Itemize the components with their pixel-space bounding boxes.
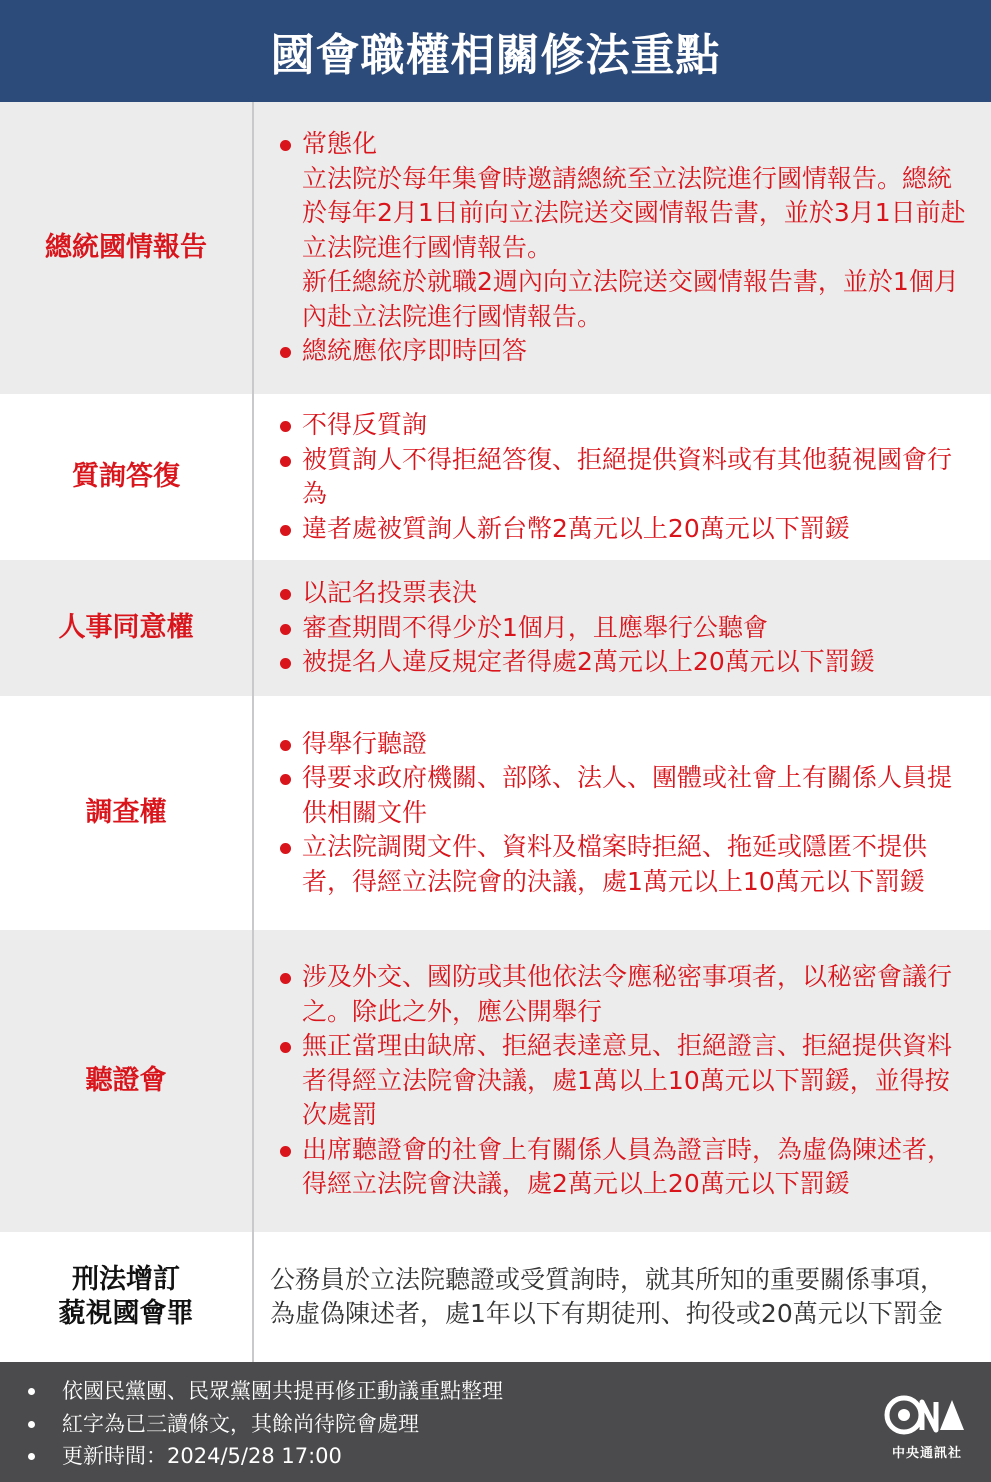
section-label: 調查權	[0, 696, 254, 930]
item-heading: 常態化	[302, 129, 378, 159]
section-label: 人事同意權	[0, 560, 254, 696]
section-text: 公務員於立法院聽證或受質詢時，就其所知的重要關係事項，為虛偽陳述者，處1年以下有期徒刑、拘役或20萬元以下罰金	[270, 1264, 946, 1328]
footer	[0, 1362, 991, 1482]
section-content	[254, 560, 991, 696]
list-item: 被質詢人不得拒絕答復、拒絕提供資料或有其他藐視國會行為	[278, 443, 967, 512]
cna-logo-icon	[884, 1390, 970, 1440]
section-label: 聽證會	[0, 930, 254, 1232]
footer-note: 紅字為已三讀條文，其餘尚待院會處理	[0, 1408, 991, 1441]
list-item: 總統應依序即時回答	[278, 334, 967, 369]
logo-text: 中央通訊社	[891, 1446, 962, 1461]
section-label-line: 刑法增訂	[72, 1264, 180, 1295]
footer-note: 更新時間：2024/5/28 17:00	[0, 1440, 991, 1473]
section-content	[254, 1232, 991, 1362]
section-label	[0, 1232, 254, 1362]
section-label: 總統國情報告	[0, 102, 254, 394]
page-title: 國會職權相關修法重點	[0, 0, 991, 102]
section-content	[254, 930, 991, 1232]
section-label: 質詢答復	[0, 394, 254, 560]
list-item: 不得反質詢	[278, 408, 967, 443]
list-item: 無正當理由缺席、拒絕表達意見、拒絕證言、拒絕提供資料者得經立法院會決議，處1萬以上10萬元以下罰鍰，並得按次處罰	[278, 1029, 967, 1133]
section-president-report	[0, 102, 991, 394]
section-criminal-law	[0, 1232, 991, 1362]
cna-logo	[881, 1390, 973, 1470]
section-content	[254, 102, 991, 394]
footer-note: 依國民黨團、民眾黨團共提再修正動議重點整理	[0, 1375, 991, 1408]
list-item: 違者處被質詢人新台幣2萬元以上20萬元以下罰鍰	[278, 512, 967, 547]
item-detail: 立法院於每年集會時邀請總統至立法院進行國情報告。總統於每年2月1日前向立法院送交國情報告書，並於3月1日前赴立法院進行國情報告。	[302, 163, 966, 262]
list-item: 以記名投票表決	[278, 576, 967, 611]
section-investigation	[0, 696, 991, 930]
list-item	[278, 127, 967, 334]
list-item: 得舉行聽證	[278, 727, 967, 762]
section-hearing	[0, 930, 991, 1232]
list-item: 審查期間不得少於1個月，且應舉行公聽會	[278, 611, 967, 646]
item-detail: 新任總統於就職2週內向立法院送交國情報告書，並於1個月內赴立法院進行國情報告。	[302, 267, 959, 331]
list-item: 立法院調閱文件、資料及檔案時拒絕、拖延或隱匿不提供者，得經立法院會的決議，處1萬元以上10萬元以下罰鍰	[278, 830, 967, 899]
list-item: 出席聽證會的社會上有關係人員為證言時，為虛偽陳述者，得經立法院會決議，處2萬元以上20萬元以下罰鍰	[278, 1133, 967, 1202]
section-personnel-consent	[0, 560, 991, 696]
section-content	[254, 696, 991, 930]
list-item: 被提名人違反規定者得處2萬元以上20萬元以下罰鍰	[278, 645, 967, 680]
section-interpellation	[0, 394, 991, 560]
list-item: 得要求政府機關、部隊、法人、團體或社會上有關係人員提供相關文件	[278, 761, 967, 830]
section-label-line: 藐視國會罪	[58, 1298, 194, 1329]
list-item: 涉及外交、國防或其他依法令應秘密事項者，以秘密會議行之。除此之外，應公開舉行	[278, 960, 967, 1029]
section-content	[254, 394, 991, 560]
